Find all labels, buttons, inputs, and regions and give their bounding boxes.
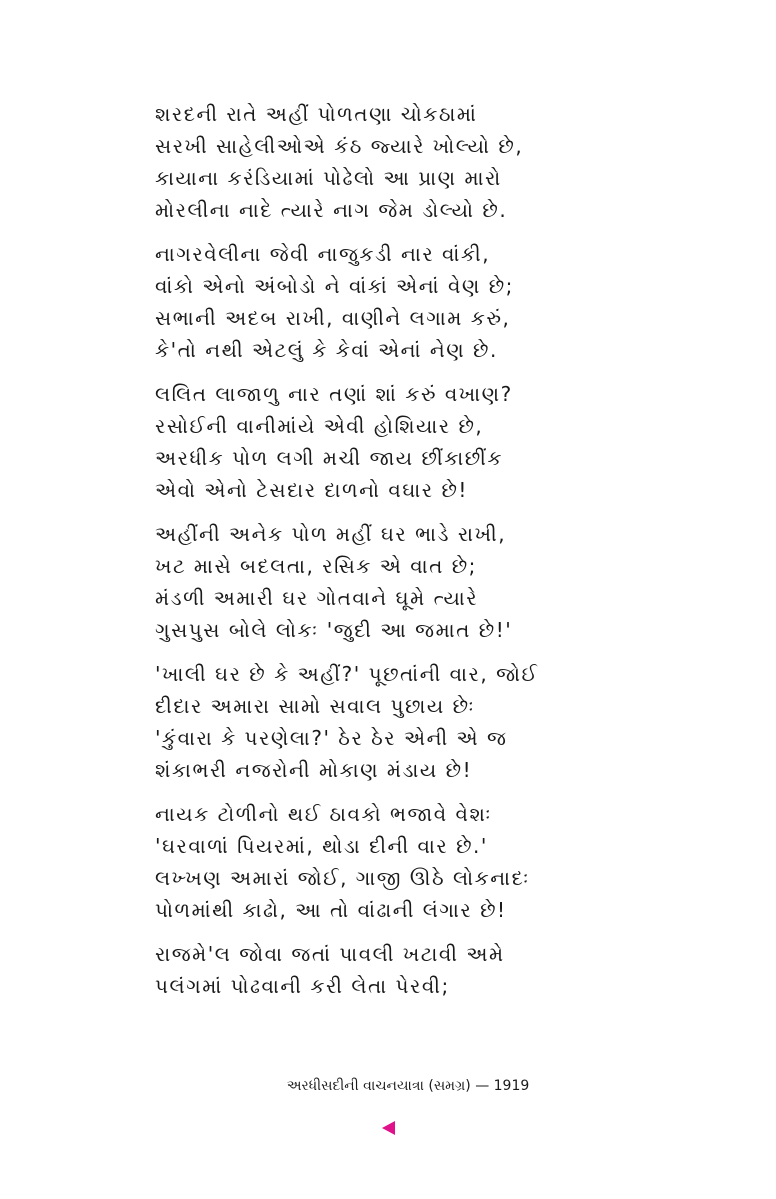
stanza-5 bbox=[155, 658, 539, 786]
poem-line: નાગરવેલીના જેવી નાજુકડી નાર વાંકી, bbox=[155, 242, 491, 266]
poem-line: અહીંની અનેક પોળ મહીં ઘર ભાડે રાખી, bbox=[155, 522, 507, 546]
poem-line: અરધીક પોળ લગી મચી જાય છીંકાછીંક bbox=[155, 446, 504, 470]
poem-line: રસોઈની વાનીમાંયે એવી હોશિયાર છે, bbox=[155, 414, 484, 438]
poem-line: વાંકો એનો અંબોડો ને વાંકાં એનાં વેણ છે; bbox=[155, 274, 514, 298]
page-footer bbox=[0, 1078, 776, 1094]
stanza-6 bbox=[155, 798, 535, 926]
poem-line: દીદાર અમારા સામો સવાલ પુછાય છેઃ bbox=[155, 694, 476, 718]
stanza-4 bbox=[155, 518, 535, 646]
stanza-7 bbox=[155, 938, 535, 1002]
poem-line: નાયક ટોળીનો થઈ ઠાવકો ભજાવે વેશઃ bbox=[155, 802, 493, 826]
footer-separator: — bbox=[475, 1078, 490, 1094]
poem-line: લલિત લાજાળુ નાર તણાં શાં કરું વખાણ? bbox=[155, 382, 513, 406]
stanza-3 bbox=[155, 378, 535, 506]
poem-line: કાયાના કરંડિયામાં પોઢેલો આ પ્રાણ મારો bbox=[155, 166, 502, 190]
page-number: 1919 bbox=[493, 1078, 530, 1094]
poem bbox=[155, 98, 539, 1002]
book-title: અરધીસદીની વાચનયાત્રા (સમગ્ર) bbox=[286, 1078, 471, 1094]
poem-line: મોરલીના નાદે ત્યારે નાગ જેમ ડોલ્યો છે. bbox=[155, 198, 508, 222]
poem-line: 'ઘરવાળાં પિયરમાં, થોડા દીની વાર છે.' bbox=[155, 834, 488, 858]
poem-line: ખટ માસે બદલતા, રસિક એ વાત છે; bbox=[155, 554, 477, 578]
poem-line: 'કુંવારા કે પરણેલા?' ઠેર ઠેર એની એ જ bbox=[155, 726, 508, 750]
poem-line: સરખી સાહેલીઓએ કંઠ જ્યારે ખોલ્યો છે, bbox=[155, 134, 524, 158]
left-triangle-icon[interactable] bbox=[382, 1121, 395, 1135]
poem-line: 'ખાલી ઘર છે કે અહીં?' પૂછતાંની વાર, જોઈ bbox=[155, 662, 539, 686]
poem-line: લખ્ખણ અમારાં જોઈ, ગાજી ઊઠે લોકનાદઃ bbox=[155, 866, 531, 890]
poem-line: શરદની રાતે અહીં પોળતણા ચોકઠામાં bbox=[155, 102, 478, 126]
poem-line: કે'તો નથી એટલું કે કેવાં એનાં નેણ છે. bbox=[155, 338, 498, 362]
stanza-2 bbox=[155, 238, 535, 366]
poem-line: શંકાભરી નજરોની મોકાણ મંડાય છે! bbox=[155, 758, 473, 782]
poem-line: ગુસપુસ બોલે લોકઃ 'જુદી આ જમાત છે!' bbox=[155, 618, 513, 642]
stanza-1 bbox=[155, 98, 535, 226]
poem-line: પોળમાંથી કાઢો, આ તો વાંઢાની લંગાર છે! bbox=[155, 898, 507, 922]
poem-line: સભાની અદબ રાખી, વાણીને લગામ કરું, bbox=[155, 306, 511, 330]
poem-line: મંડળી અમારી ઘર ગોતવાને ઘૂમે ત્યારે bbox=[155, 586, 479, 610]
poem-line: રાજમે'લ જોવા જતાં પાવલી ખટાવી અમે bbox=[155, 942, 505, 966]
poem-line: એવો એનો ટેસદાર દાળનો વઘાર છે! bbox=[155, 478, 468, 502]
poem-line: પલંગમાં પોઢવાની કરી લેતા પેરવી; bbox=[155, 974, 450, 998]
